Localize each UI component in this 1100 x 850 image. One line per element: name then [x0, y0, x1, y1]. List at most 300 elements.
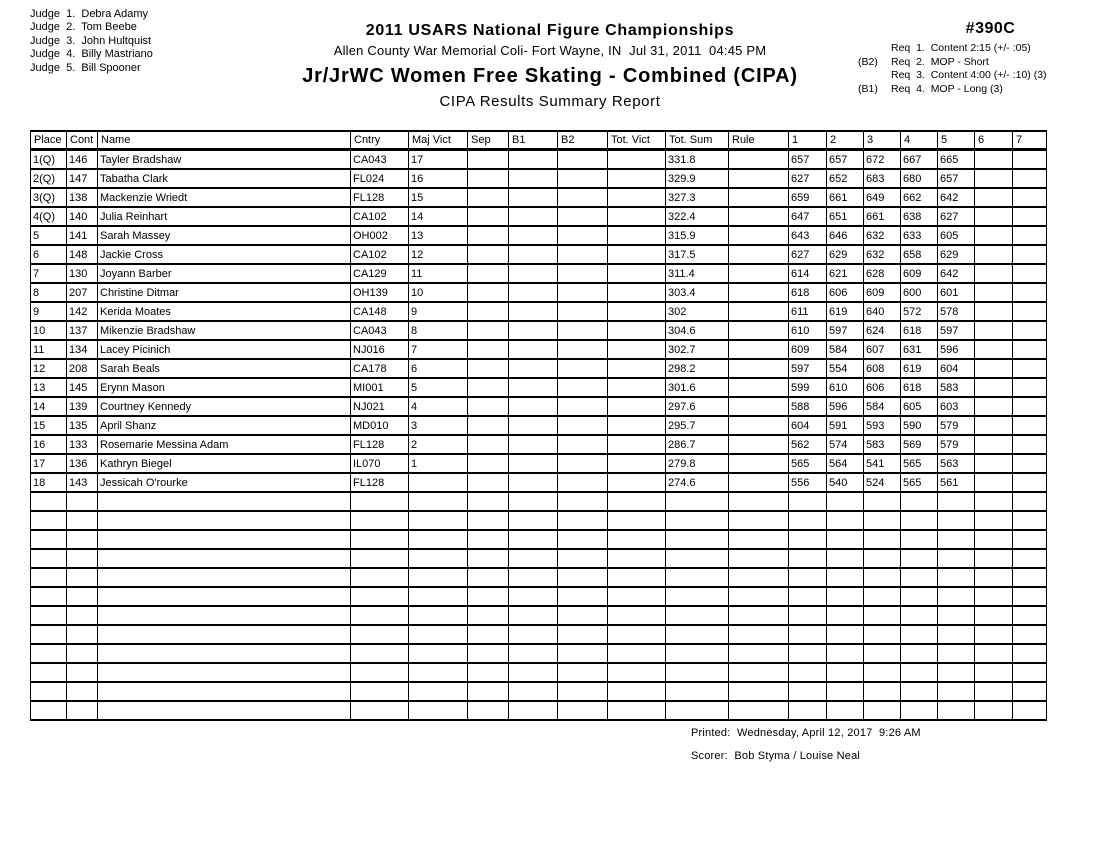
- cell-j: [864, 625, 901, 644]
- cell-b2: [558, 473, 608, 492]
- cell-totvict: [608, 682, 666, 701]
- cell-sep: [468, 492, 509, 511]
- requirements-list: [858, 42, 1073, 97]
- cell-cntry: [351, 530, 409, 549]
- cell-place: [31, 568, 67, 587]
- judge-entry: Judge 5. Bill Spooner: [30, 61, 141, 74]
- cell-name: [98, 682, 351, 701]
- cell-place: [31, 549, 67, 568]
- cell-totsum: 331.8: [666, 150, 729, 170]
- cell-j: [864, 511, 901, 530]
- cell-cont: 134: [67, 340, 98, 359]
- cell-j: [975, 701, 1013, 720]
- cell-sep: [468, 568, 509, 587]
- cell-b2: [558, 663, 608, 682]
- cell-totvict: [608, 283, 666, 302]
- cell-sep: [468, 359, 509, 378]
- cell-place: 4(Q): [31, 207, 67, 226]
- cell-j: [938, 587, 975, 606]
- cell-name: Sarah Massey: [98, 226, 351, 245]
- cell-cont: 208: [67, 359, 98, 378]
- cell-j: [1013, 473, 1047, 492]
- cell-b1: [509, 359, 558, 378]
- cell-j: [789, 701, 827, 720]
- cell-j: [864, 530, 901, 549]
- cell-j: [938, 568, 975, 587]
- cell-b1: [509, 492, 558, 511]
- cell-b2: [558, 606, 608, 625]
- cell-name: Sarah Beals: [98, 359, 351, 378]
- cell-cntry: FL128: [351, 435, 409, 454]
- cell-cntry: [351, 511, 409, 530]
- column-header-b1: B1: [509, 131, 558, 150]
- column-header-j-5: 5: [938, 131, 975, 150]
- cell-totvict: [608, 473, 666, 492]
- cell-place: 11: [31, 340, 67, 359]
- cell-cntry: CA043: [351, 321, 409, 340]
- cell-totvict: [608, 492, 666, 511]
- cell-majvict: [409, 625, 468, 644]
- cell-j: [975, 511, 1013, 530]
- cell-b2: [558, 549, 608, 568]
- cell-j: 556: [789, 473, 827, 492]
- cell-b2: [558, 302, 608, 321]
- cell-b1: [509, 340, 558, 359]
- result-row: [31, 245, 1047, 264]
- cell-totsum: 279.8: [666, 454, 729, 473]
- cell-totsum: [666, 568, 729, 587]
- cell-rule: [729, 207, 789, 226]
- cell-j: 632: [864, 226, 901, 245]
- cell-j: 631: [901, 340, 938, 359]
- cell-b1: [509, 150, 558, 170]
- cell-j: [975, 264, 1013, 283]
- cell-j: 578: [938, 302, 975, 321]
- cell-j: [827, 663, 864, 682]
- cell-totsum: 301.6: [666, 378, 729, 397]
- cell-b2: [558, 587, 608, 606]
- column-header-cntry: Cntry: [351, 131, 409, 150]
- requirement-prefix: (B2): [858, 55, 878, 68]
- cell-b2: [558, 321, 608, 340]
- cell-j: 621: [827, 264, 864, 283]
- cell-sep: [468, 435, 509, 454]
- cell-cont: 139: [67, 397, 98, 416]
- column-header-j-1: 1: [789, 131, 827, 150]
- cell-j: 583: [938, 378, 975, 397]
- cell-cntry: FL024: [351, 169, 409, 188]
- cell-j: [789, 568, 827, 587]
- venue-datetime: Allen County War Memorial Coli- Fort Wayne, IN Jul 31, 2011 04:45 PM: [333, 43, 767, 58]
- cell-j: 565: [901, 454, 938, 473]
- cell-j: [938, 663, 975, 682]
- column-header-name: Name: [98, 131, 351, 150]
- cell-majvict: 6: [409, 359, 468, 378]
- cell-j: 565: [901, 473, 938, 492]
- cell-j: 593: [864, 416, 901, 435]
- cell-totsum: 303.4: [666, 283, 729, 302]
- empty-row: [31, 625, 1047, 644]
- cell-cont: 137: [67, 321, 98, 340]
- cell-sep: [468, 321, 509, 340]
- cell-cont: 143: [67, 473, 98, 492]
- cell-majvict: 16: [409, 169, 468, 188]
- cell-place: [31, 644, 67, 663]
- cell-rule: [729, 359, 789, 378]
- cell-place: [31, 606, 67, 625]
- result-row: [31, 473, 1047, 492]
- cell-totvict: [608, 568, 666, 587]
- cell-name: Mackenzie Wriedt: [98, 188, 351, 207]
- cell-j: 574: [827, 435, 864, 454]
- cell-place: 16: [31, 435, 67, 454]
- cell-j: [827, 701, 864, 720]
- cell-place: 1(Q): [31, 150, 67, 170]
- cell-cont: [67, 530, 98, 549]
- cell-j: [827, 549, 864, 568]
- cell-b1: [509, 302, 558, 321]
- cell-b1: [509, 397, 558, 416]
- cell-j: [901, 549, 938, 568]
- cell-place: 12: [31, 359, 67, 378]
- cell-majvict: 15: [409, 188, 468, 207]
- cell-totsum: 298.2: [666, 359, 729, 378]
- cell-j: 627: [789, 169, 827, 188]
- cell-j: 662: [901, 188, 938, 207]
- cell-j: [1013, 644, 1047, 663]
- cell-sep: [468, 606, 509, 625]
- cell-cntry: IL070: [351, 454, 409, 473]
- cell-j: [827, 587, 864, 606]
- cell-place: 13: [31, 378, 67, 397]
- cell-rule: [729, 340, 789, 359]
- cell-totvict: [608, 587, 666, 606]
- cell-j: 651: [827, 207, 864, 226]
- cell-name: Kerida Moates: [98, 302, 351, 321]
- cell-j: 618: [901, 378, 938, 397]
- cell-j: [1013, 492, 1047, 511]
- requirement-prefix: [858, 42, 891, 56]
- cell-totvict: [608, 454, 666, 473]
- cell-b1: [509, 264, 558, 283]
- empty-row: [31, 568, 1047, 587]
- cell-j: [975, 169, 1013, 188]
- cell-place: 17: [31, 454, 67, 473]
- cell-j: 590: [901, 416, 938, 435]
- cell-cont: [67, 568, 98, 587]
- cell-b1: [509, 644, 558, 663]
- cell-j: 606: [864, 378, 901, 397]
- cell-place: [31, 701, 67, 720]
- cell-j: [975, 587, 1013, 606]
- cell-b1: [509, 568, 558, 587]
- cell-j: 619: [827, 302, 864, 321]
- empty-row: [31, 644, 1047, 663]
- cell-j: [901, 644, 938, 663]
- cell-j: [827, 644, 864, 663]
- scorer-credit: Scorer: Bob Styma / Louise Neal: [691, 750, 861, 762]
- cell-place: 15: [31, 416, 67, 435]
- cell-cont: [67, 492, 98, 511]
- column-header-rule: Rule: [729, 131, 789, 150]
- cell-b2: [558, 568, 608, 587]
- cell-majvict: 11: [409, 264, 468, 283]
- cell-j: [789, 492, 827, 511]
- cell-sep: [468, 454, 509, 473]
- cell-j: 541: [864, 454, 901, 473]
- cell-j: 565: [789, 454, 827, 473]
- cell-j: 647: [789, 207, 827, 226]
- cell-b1: [509, 321, 558, 340]
- cell-j: [789, 682, 827, 701]
- cell-totvict: [608, 150, 666, 170]
- cell-j: [1013, 416, 1047, 435]
- column-header-j-7: 7: [1013, 131, 1047, 150]
- cell-cont: 140: [67, 207, 98, 226]
- cell-cont: 148: [67, 245, 98, 264]
- cell-cont: [67, 701, 98, 720]
- cell-rule: [729, 473, 789, 492]
- cell-cont: 136: [67, 454, 98, 473]
- cell-j: 640: [864, 302, 901, 321]
- cell-b1: [509, 625, 558, 644]
- cell-j: 629: [938, 245, 975, 264]
- cell-j: [864, 568, 901, 587]
- cell-j: 611: [789, 302, 827, 321]
- cell-b2: [558, 245, 608, 264]
- cell-j: [975, 245, 1013, 264]
- cell-j: 588: [789, 397, 827, 416]
- result-row: [31, 207, 1047, 226]
- cell-place: [31, 530, 67, 549]
- cell-j: 597: [938, 321, 975, 340]
- cell-cntry: FL128: [351, 473, 409, 492]
- cell-j: [1013, 150, 1047, 170]
- cell-majvict: 1: [409, 454, 468, 473]
- cell-name: [98, 492, 351, 511]
- report-title: CIPA Results Summary Report: [439, 93, 661, 110]
- cell-cont: 142: [67, 302, 98, 321]
- cell-j: [1013, 682, 1047, 701]
- cell-place: 6: [31, 245, 67, 264]
- cell-cont: 145: [67, 378, 98, 397]
- requirement-line: [858, 69, 1073, 83]
- cell-j: [975, 397, 1013, 416]
- cell-place: 10: [31, 321, 67, 340]
- cell-b1: [509, 682, 558, 701]
- cell-j: 562: [789, 435, 827, 454]
- cell-j: 619: [901, 359, 938, 378]
- cell-j: 657: [827, 150, 864, 170]
- cell-rule: [729, 587, 789, 606]
- cell-j: 569: [901, 435, 938, 454]
- cell-j: [789, 549, 827, 568]
- cell-b1: [509, 283, 558, 302]
- cell-b2: [558, 701, 608, 720]
- cell-rule: [729, 435, 789, 454]
- cell-j: 642: [938, 264, 975, 283]
- cell-totsum: 327.3: [666, 188, 729, 207]
- result-row: [31, 378, 1047, 397]
- cell-totvict: [608, 378, 666, 397]
- cell-name: Jackie Cross: [98, 245, 351, 264]
- cell-j: [827, 511, 864, 530]
- cell-j: 564: [827, 454, 864, 473]
- cell-j: [1013, 340, 1047, 359]
- cell-cont: [67, 682, 98, 701]
- cell-cont: 133: [67, 435, 98, 454]
- cell-totvict: [608, 340, 666, 359]
- cell-cntry: OH139: [351, 283, 409, 302]
- cell-b2: [558, 435, 608, 454]
- cell-cont: 135: [67, 416, 98, 435]
- cell-sep: [468, 587, 509, 606]
- cell-j: 524: [864, 473, 901, 492]
- cell-j: [938, 511, 975, 530]
- cell-b1: [509, 530, 558, 549]
- cell-name: [98, 511, 351, 530]
- cell-place: 2(Q): [31, 169, 67, 188]
- cell-name: Joyann Barber: [98, 264, 351, 283]
- cell-j: 658: [901, 245, 938, 264]
- empty-row: [31, 549, 1047, 568]
- judge-entry: Judge 3. John Hultquist: [30, 34, 152, 47]
- cell-j: 632: [864, 245, 901, 264]
- cell-j: 643: [789, 226, 827, 245]
- result-row: [31, 169, 1047, 188]
- cell-b2: [558, 359, 608, 378]
- cell-totvict: [608, 511, 666, 530]
- cell-j: 680: [901, 169, 938, 188]
- cell-name: [98, 530, 351, 549]
- cell-majvict: 10: [409, 283, 468, 302]
- cell-majvict: [409, 568, 468, 587]
- cell-b1: [509, 226, 558, 245]
- cell-j: 610: [827, 378, 864, 397]
- cell-totvict: [608, 663, 666, 682]
- event-title: Jr/JrWC Women Free Skating - Combined (CIPA): [302, 65, 798, 87]
- cell-totsum: [666, 549, 729, 568]
- cell-j: [1013, 435, 1047, 454]
- cell-j: [901, 701, 938, 720]
- cell-cntry: NJ016: [351, 340, 409, 359]
- cell-j: 661: [827, 188, 864, 207]
- cell-j: [975, 150, 1013, 170]
- cell-j: [864, 492, 901, 511]
- cell-j: 579: [938, 435, 975, 454]
- column-header-cont: Cont: [67, 131, 98, 150]
- cell-cntry: [351, 663, 409, 682]
- cell-j: [975, 663, 1013, 682]
- cell-sep: [468, 625, 509, 644]
- cell-j: 604: [789, 416, 827, 435]
- empty-row: [31, 701, 1047, 720]
- cell-b1: [509, 606, 558, 625]
- cell-j: [975, 207, 1013, 226]
- cell-j: [827, 568, 864, 587]
- cell-j: [975, 359, 1013, 378]
- cell-j: [864, 663, 901, 682]
- cell-majvict: 2: [409, 435, 468, 454]
- cell-cont: 130: [67, 264, 98, 283]
- cell-j: [1013, 302, 1047, 321]
- cell-j: [1013, 245, 1047, 264]
- cell-j: 604: [938, 359, 975, 378]
- cell-rule: [729, 454, 789, 473]
- cell-j: [975, 378, 1013, 397]
- cell-j: 572: [901, 302, 938, 321]
- cell-sep: [468, 511, 509, 530]
- cell-majvict: 14: [409, 207, 468, 226]
- cell-cont: 147: [67, 169, 98, 188]
- cell-totvict: [608, 435, 666, 454]
- cell-j: [1013, 169, 1047, 188]
- cell-j: [789, 511, 827, 530]
- cell-j: 638: [901, 207, 938, 226]
- column-header-totvict: Tot. Vict: [608, 131, 666, 150]
- cell-totsum: [666, 625, 729, 644]
- cell-j: 657: [938, 169, 975, 188]
- cell-j: [1013, 511, 1047, 530]
- cell-j: 665: [938, 150, 975, 170]
- cell-totsum: 286.7: [666, 435, 729, 454]
- cell-name: Erynn Mason: [98, 378, 351, 397]
- cell-cont: [67, 606, 98, 625]
- cell-j: 633: [901, 226, 938, 245]
- cell-j: 597: [827, 321, 864, 340]
- requirement-text: Req 3. Content 4:00 (+/- :10) (3): [891, 69, 1047, 82]
- cell-j: [975, 321, 1013, 340]
- cell-sep: [468, 169, 509, 188]
- cell-j: [864, 549, 901, 568]
- cell-majvict: [409, 511, 468, 530]
- cell-place: 5: [31, 226, 67, 245]
- cell-j: [789, 663, 827, 682]
- cell-cntry: [351, 701, 409, 720]
- cell-j: 652: [827, 169, 864, 188]
- cell-rule: [729, 625, 789, 644]
- cell-name: [98, 644, 351, 663]
- cell-cntry: [351, 587, 409, 606]
- empty-row: [31, 530, 1047, 549]
- cell-rule: [729, 663, 789, 682]
- cell-rule: [729, 150, 789, 170]
- cell-totsum: [666, 644, 729, 663]
- cell-j: 596: [827, 397, 864, 416]
- cell-name: Julia Reinhart: [98, 207, 351, 226]
- cell-j: 609: [789, 340, 827, 359]
- cell-sep: [468, 283, 509, 302]
- cell-cont: [67, 625, 98, 644]
- cell-majvict: [409, 682, 468, 701]
- cell-j: 584: [864, 397, 901, 416]
- cell-j: [1013, 321, 1047, 340]
- cell-majvict: [409, 587, 468, 606]
- cell-majvict: 13: [409, 226, 468, 245]
- cell-totvict: [608, 207, 666, 226]
- empty-row: [31, 587, 1047, 606]
- cell-b2: [558, 511, 608, 530]
- cell-j: 540: [827, 473, 864, 492]
- cell-place: 7: [31, 264, 67, 283]
- cell-majvict: 4: [409, 397, 468, 416]
- cell-j: [975, 226, 1013, 245]
- cell-cntry: FL128: [351, 188, 409, 207]
- cell-totsum: [666, 682, 729, 701]
- judge-entry: Judge 4. Billy Mastriano: [30, 48, 153, 61]
- cell-j: [864, 701, 901, 720]
- cell-place: 8: [31, 283, 67, 302]
